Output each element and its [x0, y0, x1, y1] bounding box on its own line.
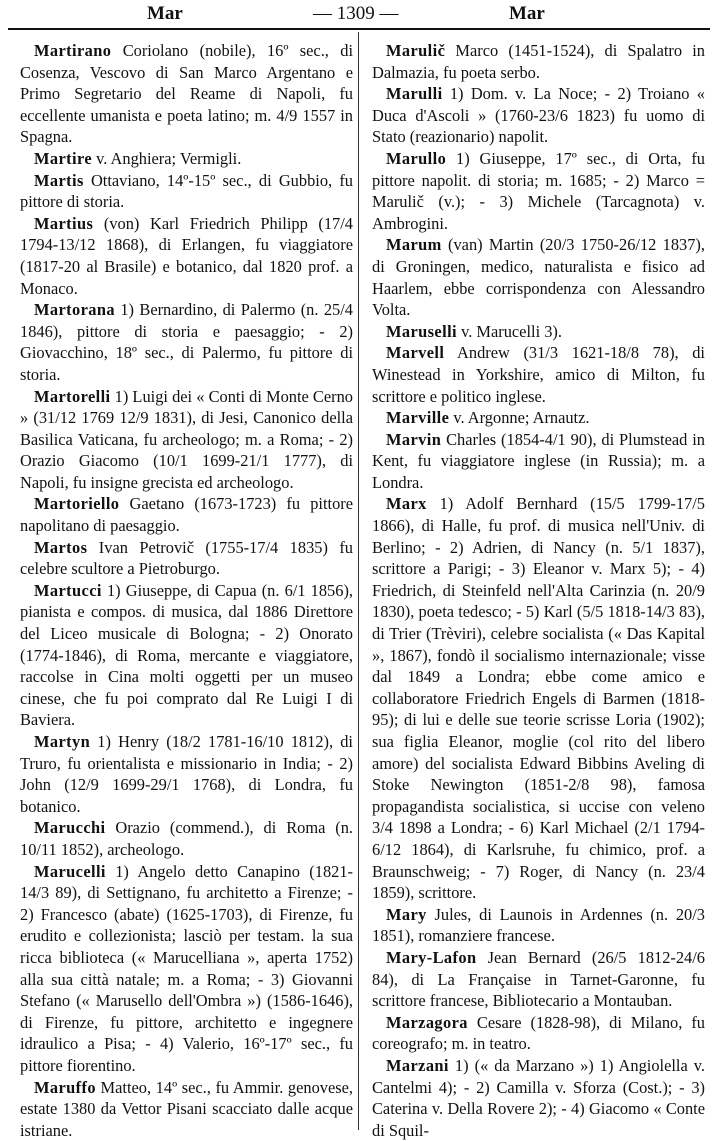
- entry: [20, 817, 353, 860]
- entry-headword: Marzagora: [386, 1013, 468, 1032]
- entry-headword: Marullo: [386, 149, 446, 168]
- entry-text: Charles (1854-4/1 90), di Plumstead in Kent, fu viaggiatore inglese (in Russia); m. a Londra.: [372, 430, 705, 492]
- header-right-guide: Mar: [509, 3, 545, 25]
- entry-headword: Marucchi: [34, 818, 105, 837]
- entry-text: Matteo, 14º sec., fu Ammir. genovese, estate 1380 da Vettor Pisani scacciato dalle acque istriane.: [20, 1078, 353, 1140]
- entry-headword: Marulič: [386, 41, 445, 60]
- entry-headword: Marum: [386, 235, 442, 254]
- entry: [372, 429, 705, 494]
- entry-headword: Martis: [34, 171, 84, 190]
- entry-headword: Martoriello: [34, 494, 119, 513]
- entry-headword: Maruselli: [386, 322, 457, 341]
- header-left-guide: Mar: [147, 3, 183, 25]
- entry: [372, 148, 705, 234]
- entry-text: v. Argonne; Arnautz.: [449, 408, 589, 427]
- entry-headword: Martyn: [34, 732, 90, 751]
- entry: [372, 342, 705, 407]
- entry-text: Coriolano (nobile), 16º sec., di Cosenza, Vescovo di San Marco Argentano e Primo Segretario del Reame di Napoli, fu eccellente umanista e poeta latino; m. 4/9 1557 in Spagna.: [20, 41, 353, 146]
- entry-text: Jules, di Launois in Ardennes (n. 20/3 1851), romanziere francese.: [372, 905, 705, 946]
- entry: [20, 861, 353, 1077]
- entry-text: 1) Giuseppe, di Capua (n. 6/1 1856), pianista e compos. di musica, dal 1886 Direttore del Liceo musicale di Bologna; - 2) Onorato (1774-1846), di Roma, mercante e viaggiatore, raccolse in Cina molti oggetti per un museo cinese, che fu poi comprato dal Re Luigi I di Baviera.: [20, 581, 353, 730]
- entry: [20, 170, 353, 213]
- running-header: [0, 0, 718, 30]
- entry: [372, 947, 705, 1012]
- entry-text: 1) Henry (18/2 1781-16/10 1812), di Truro, fu orientalista e missionario in India; - 2) John (12/9 1699-29/1 1768), di Londra, fu botanico.: [20, 732, 353, 816]
- page-number: — 1309 —: [313, 3, 399, 25]
- entry-text: Marco (1451-1524), di Spalatro in Dalmazia, fu poeta serbo.: [372, 41, 705, 82]
- entry-headword: Marucelli: [34, 862, 106, 881]
- entry-headword: Martucci: [34, 581, 102, 600]
- entry-headword: Marulli: [386, 84, 443, 103]
- right-column: [372, 40, 705, 1141]
- entry-headword: Martirano: [34, 41, 111, 60]
- entry-text: 1) Giuseppe, 17º sec., di Orta, fu pittore napolit. di storia; m. 1685; - 2) Marco = Marulič (v.); - 3) Michele (Tarcagnota) v. Ambrogini.: [372, 149, 705, 233]
- entry: [372, 1012, 705, 1055]
- entry-headword: Martos: [34, 538, 87, 557]
- entry-headword: Mary: [386, 905, 427, 924]
- entry: [20, 580, 353, 731]
- entry: [20, 537, 353, 580]
- entry: [20, 731, 353, 817]
- entry: [20, 299, 353, 385]
- entry-headword: Martorelli: [34, 387, 111, 406]
- entry-headword: Maruffo: [34, 1078, 96, 1097]
- entry: [20, 493, 353, 536]
- entry: [20, 1077, 353, 1141]
- entry-text: Jean Bernard (26/5 1812-24/6 84), di La Française in Tarnet-Garonne, fu scrittore francese, Bibliotecario a Montauban.: [372, 948, 705, 1010]
- entry-headword: Marvin: [386, 430, 441, 449]
- entry: [20, 148, 353, 170]
- entry-text: (van) Martin (20/3 1750-26/12 1837), di Groningen, medico, naturalista e fisico ad Haarlem, ebbe corrispondenza con Alessandro Volta.: [372, 235, 705, 319]
- entry-text: 1) Angelo detto Canapino (1821-14/3 89), di Settignano, fu architetto a Firenze; - 2) Francesco (abate) (1625-1703), di Firenze, fu erudito e collezionista; lasciò per testam. la sua ricca biblioteca (« Marucelliana », aperta 1752) alla sua città natale; m. a Roma; - 3) Giovanni Stefano (« Marusello dell'Ombra ») (1586-1646), di Firenze, fu pittore, architetto e ingegnere idraulico a Pisa; - 4) Valerio, 16º-17º sec., fu pittore fiorentino.: [20, 862, 353, 1075]
- entry-headword: Martire: [34, 149, 92, 168]
- entry: [372, 234, 705, 320]
- entry: [372, 407, 705, 429]
- entry: [372, 40, 705, 83]
- entry-text: Andrew (31/3 1621-18/8 78), di Winestead in Yorkshire, amico di Milton, fu scrittore e politico inglese.: [372, 343, 705, 405]
- entry-headword: Mary-Lafon: [386, 948, 477, 967]
- entry-headword: Marzani: [386, 1056, 449, 1075]
- entry: [372, 904, 705, 947]
- entry: [20, 213, 353, 299]
- entry: [20, 40, 353, 148]
- entry-text: 1) (« da Marzano ») 1) Angiolella v. Cantelmi 4); - 2) Camilla v. Sforza (Cost.); - 3) Caterina v. Della Rovere 2); - 4) Giacomo « Conte di Squil-: [372, 1056, 705, 1140]
- entry-headword: Marville: [386, 408, 449, 427]
- entry: [372, 1055, 705, 1141]
- entry: [372, 321, 705, 343]
- entry-text: Ottaviano, 14º-15º sec., di Gubbio, fu pittore di storia.: [20, 171, 353, 212]
- left-column: [20, 40, 353, 1141]
- entry-text: Gaetano (1673-1723) fu pittore napolitano di paesaggio.: [20, 494, 353, 535]
- entry-text: 1) Luigi dei « Conti di Monte Cerno » (31/12 1769 12/9 1831), di Jesi, Canonico della Basilica Vaticana, fu archeologo; m. a Roma; - 2) Orazio Giacomo (10/1 1699-21/1 1777), di Napoli, fu insigne grecista ed archeologo.: [20, 387, 353, 492]
- header-rule: [8, 28, 710, 30]
- entry-text: Orazio (commend.), di Roma (n. 10/11 1852), archeologo.: [20, 818, 353, 859]
- entry-text: (von) Karl Friedrich Philipp (17/4 1794-13/12 1868), di Erlangen, fu viaggiatore (1817-20 al Brasile) e botanico, dal 1820 prof. a Monaco.: [20, 214, 353, 298]
- entry-text: v. Marucelli 3).: [457, 322, 562, 341]
- entry: [372, 493, 705, 903]
- entry-text: Cesare (1828-98), di Milano, fu coreografo; m. in teatro.: [372, 1013, 705, 1054]
- entry-text: v. Anghiera; Vermigli.: [92, 149, 241, 168]
- entry: [20, 386, 353, 494]
- entry-text: 1) Adolf Bernhard (15/5 1799-17/5 1866), di Halle, fu prof. di musica nell'Univ. di Berlino; - 2) Adrien, di Nancy (n. 5/1 1837), scrittore a Parigi; - 3) Eleanor v. Marx 5); - 4) Friedrich, di Steinfeld nell'Alta Carinzia (n. 20/9 1830), poeta tedesco; - 5) Karl (5/5 1818-14/3 83), di Trier (Trèviri), celebre socialista (« Das Kapital », 1867), fondò il socialismo internazionale; visse dal 1849 a Londra; ebbe come amico e collaboratore Friedrich Engels di Barmen (1818-95); di lui e delle sue teorie scrisse Loria (1902); sua figlia Eleanor, moglie (col rito del libero amore) del socialista Edward Bibbins Aveling di Stoke Newington (1851-2/8 98), famosa propagandista socialistica, si uccise con veleno 3/4 1898 a Londra; - 6) Karl Michael (2/1 1794-6/12 1864), di Karlsruhe, fu chimico, prof. a Braunschweig; - 7) Roger, di Nancy (n. 23/4 1859), scrittore.: [372, 494, 705, 902]
- entry-text: 1) Bernardino, di Palermo (n. 25/4 1846), pittore di storia e paesaggio; - 2) Giovacchino, 18º sec., di Palermo, fu pittore di storia.: [20, 300, 353, 384]
- entry-text: Ivan Petrovič (1755-17/4 1835) fu celebre scultore a Pietroburgo.: [20, 538, 353, 579]
- column-divider: [358, 32, 359, 1130]
- entry-headword: Marvell: [386, 343, 444, 362]
- entry-headword: Martius: [34, 214, 93, 233]
- entry-text: 1) Dom. v. La Noce; - 2) Troiano « Duca d'Ascoli » (1760-23/6 1823) fu uomo di Stato (reazionario) napolit.: [372, 84, 705, 146]
- entry-headword: Martorana: [34, 300, 115, 319]
- entry-headword: Marx: [386, 494, 427, 513]
- entry: [372, 83, 705, 148]
